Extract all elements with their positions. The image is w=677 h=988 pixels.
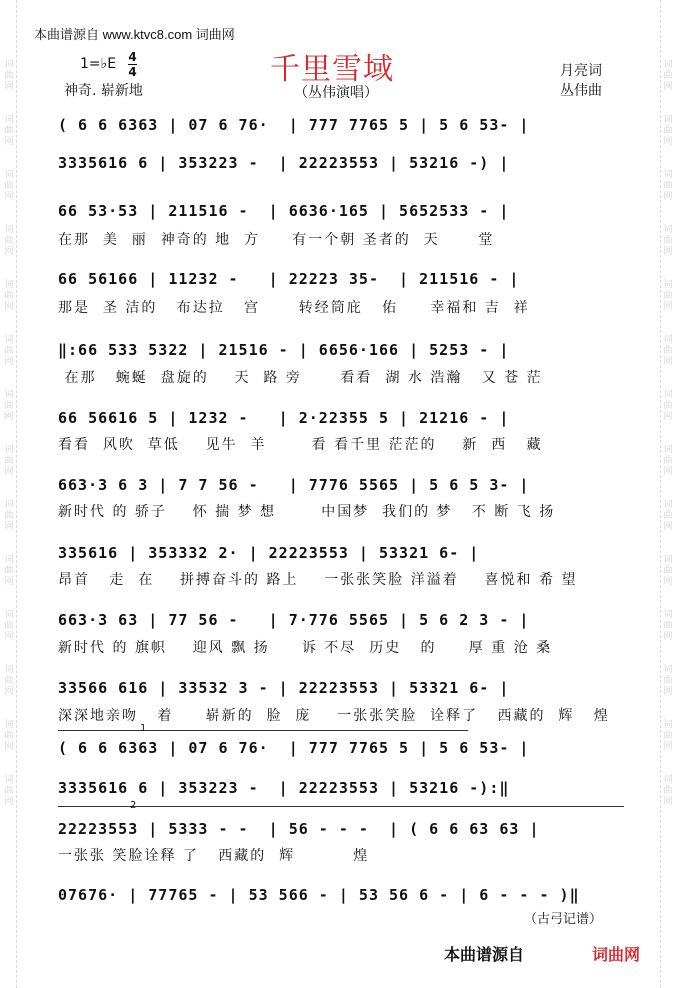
notation-row-2: 3335616 6 | 353223 - | 22223553 | 53216 -) | <box>58 154 510 172</box>
watermark-text: 词 曲 网 <box>663 280 673 312</box>
watermark-text: 词 曲 网 <box>663 390 673 422</box>
notation-row-1: ( 6 6 6363 | 07 6 76· | 777 7765 5 | 5 6 53- | <box>58 116 530 134</box>
tempo-marking: 神奇. 崭新地 <box>64 83 143 99</box>
watermark-text: 词 曲 网 <box>4 335 14 367</box>
notation-row-4: 66 56166 | 11232 - | 22223 35- | 211516 - | <box>58 270 520 288</box>
watermark-text: 词 曲 网 <box>4 500 14 532</box>
lyricist-credit: 月亮词 <box>560 63 602 79</box>
time-signature <box>128 51 137 78</box>
watermark-text: 词 曲 网 <box>4 115 14 147</box>
composer-credit: 丛伟曲 <box>560 83 602 99</box>
singer-credit: （丛伟演唱） <box>294 85 378 101</box>
source-header-text: 本曲谱源自 www.ktvc8.com 词曲网 <box>34 27 235 42</box>
notation-row-14: 07676· | 77765 - | 53 566 - | 53 56 6 - | 6 - - - )‖ <box>58 886 580 904</box>
watermark-text: 词 曲 网 <box>663 445 673 477</box>
time-signature-top: 4 <box>128 50 137 64</box>
watermark-text: 词 曲 网 <box>663 335 673 367</box>
second-ending-number: 2 <box>130 800 137 811</box>
first-ending-bracket <box>58 730 468 731</box>
lyric-row-6: 看看 风吹 草低 见牛 羊 看 看千里 茫茫的 新 西 藏 <box>58 437 543 453</box>
watermark-text: 词 曲 网 <box>4 390 14 422</box>
notation-row-11: ( 6 6 6363 | 07 6 76· | 777 7765 5 | 5 6 53- | <box>58 739 530 757</box>
watermark-text: 词 曲 网 <box>663 225 673 257</box>
watermark-text: 词 曲 网 <box>663 170 673 202</box>
watermark-text: 词 曲 网 <box>663 610 673 642</box>
footer-source-label: 本曲谱源自 <box>444 945 525 964</box>
notation-row-8: 335616 | 353332 2· | 22223553 | 53321 6- | <box>58 544 480 562</box>
watermark-text: 词 曲 网 <box>663 720 673 752</box>
watermark-text: 词 曲 网 <box>4 555 14 587</box>
notation-row-3: 66 53·53 | 211516 - | 6636·165 | 5652533 - | <box>58 202 510 220</box>
watermark-text: 词 曲 网 <box>4 445 14 477</box>
watermark-text: 词 曲 网 <box>4 170 14 202</box>
lyric-row-5: 在那 蜿蜒 盘旋的 天 路 旁 看看 湖 水 浩瀚 又 苍 茫 <box>58 370 543 386</box>
right-watermark-column <box>660 0 675 988</box>
lyric-row-4: 那是 圣 洁的 布达拉 宫 转经筒庇 佑 幸福和 吉 祥 <box>58 300 530 316</box>
second-ending-bracket <box>58 806 624 807</box>
notation-row-5: ‖:66 533 5322 | 21516 - | 6656·166 | 5253 - | <box>58 341 510 359</box>
watermark-text: 词 曲 网 <box>663 665 673 697</box>
notation-row-12: 3335616 6 | 353223 - | 22223553 | 53216 -):‖ <box>58 779 510 797</box>
lyric-row-7: 新时代 的 骄子 怀 揣 梦 想 中国梦 我们的 梦 不 断 飞 扬 <box>58 504 556 520</box>
watermark-text: 词 曲 网 <box>4 775 14 807</box>
watermark-text: 词 曲 网 <box>4 60 14 92</box>
notation-row-6: 66 56616 5 | 1232 - | 2·22355 5 | 21216 - | <box>58 409 510 427</box>
footer-site-name: 词曲网 <box>592 945 641 964</box>
left-watermark-column <box>2 0 17 988</box>
watermark-text: 词 曲 网 <box>663 555 673 587</box>
watermark-text: 词 曲 网 <box>4 610 14 642</box>
lyric-row-10: 深深地亲吻 着 崭新的 脸 庞 一张张笑脸 诠释了 西藏的 辉 煌 <box>58 708 610 724</box>
notation-row-10: 33566 616 | 33532 3 - | 22223553 | 53321 6- | <box>58 679 510 697</box>
lyric-row-9: 新时代 的 旗帜 迎风 飘 扬 诉 不尽 历史 的 厚 重 沧 桑 <box>58 640 553 656</box>
first-ending-number: 1 <box>140 723 147 734</box>
watermark-text: 词 曲 网 <box>4 225 14 257</box>
notation-row-9: 663·3 63 | 77 56 - | 7·776 5565 | 5 6 2 3 - | <box>58 611 530 629</box>
notation-row-13: 22223553 | 5333 - - | 56 - - - | ( 6 6 63 63 | <box>58 820 540 838</box>
lyric-row-8: 昂首 走 在 拼搏奋斗的 路上 一张张笑脸 洋溢着 喜悦和 希 望 <box>58 572 578 588</box>
watermark-text: 词 曲 网 <box>663 115 673 147</box>
watermark-text: 词 曲 网 <box>4 720 14 752</box>
watermark-text: 词 曲 网 <box>663 60 673 92</box>
watermark-text: 词 曲 网 <box>663 775 673 807</box>
lyric-row-3: 在那 美 丽 神奇的 地 方 有一个朝 圣者的 天 堂 <box>58 232 495 248</box>
notation-row-7: 663·3 6 3 | 7 7 56 - | 7776 5565 | 5 6 5 3- | <box>58 476 530 494</box>
time-signature-bottom: 4 <box>128 65 137 79</box>
watermark-text: 词 曲 网 <box>4 665 14 697</box>
watermark-text: 词 曲 网 <box>663 500 673 532</box>
watermark-text: 词 曲 网 <box>4 280 14 312</box>
song-title: 千里雪域 <box>270 52 394 87</box>
key-signature: 1=♭E <box>80 56 117 72</box>
transcriber-credit: （古弓记谱） <box>524 912 603 927</box>
lyric-row-13: 一张张 笑脸诠释 了 西藏的 辉 煌 <box>58 848 370 864</box>
